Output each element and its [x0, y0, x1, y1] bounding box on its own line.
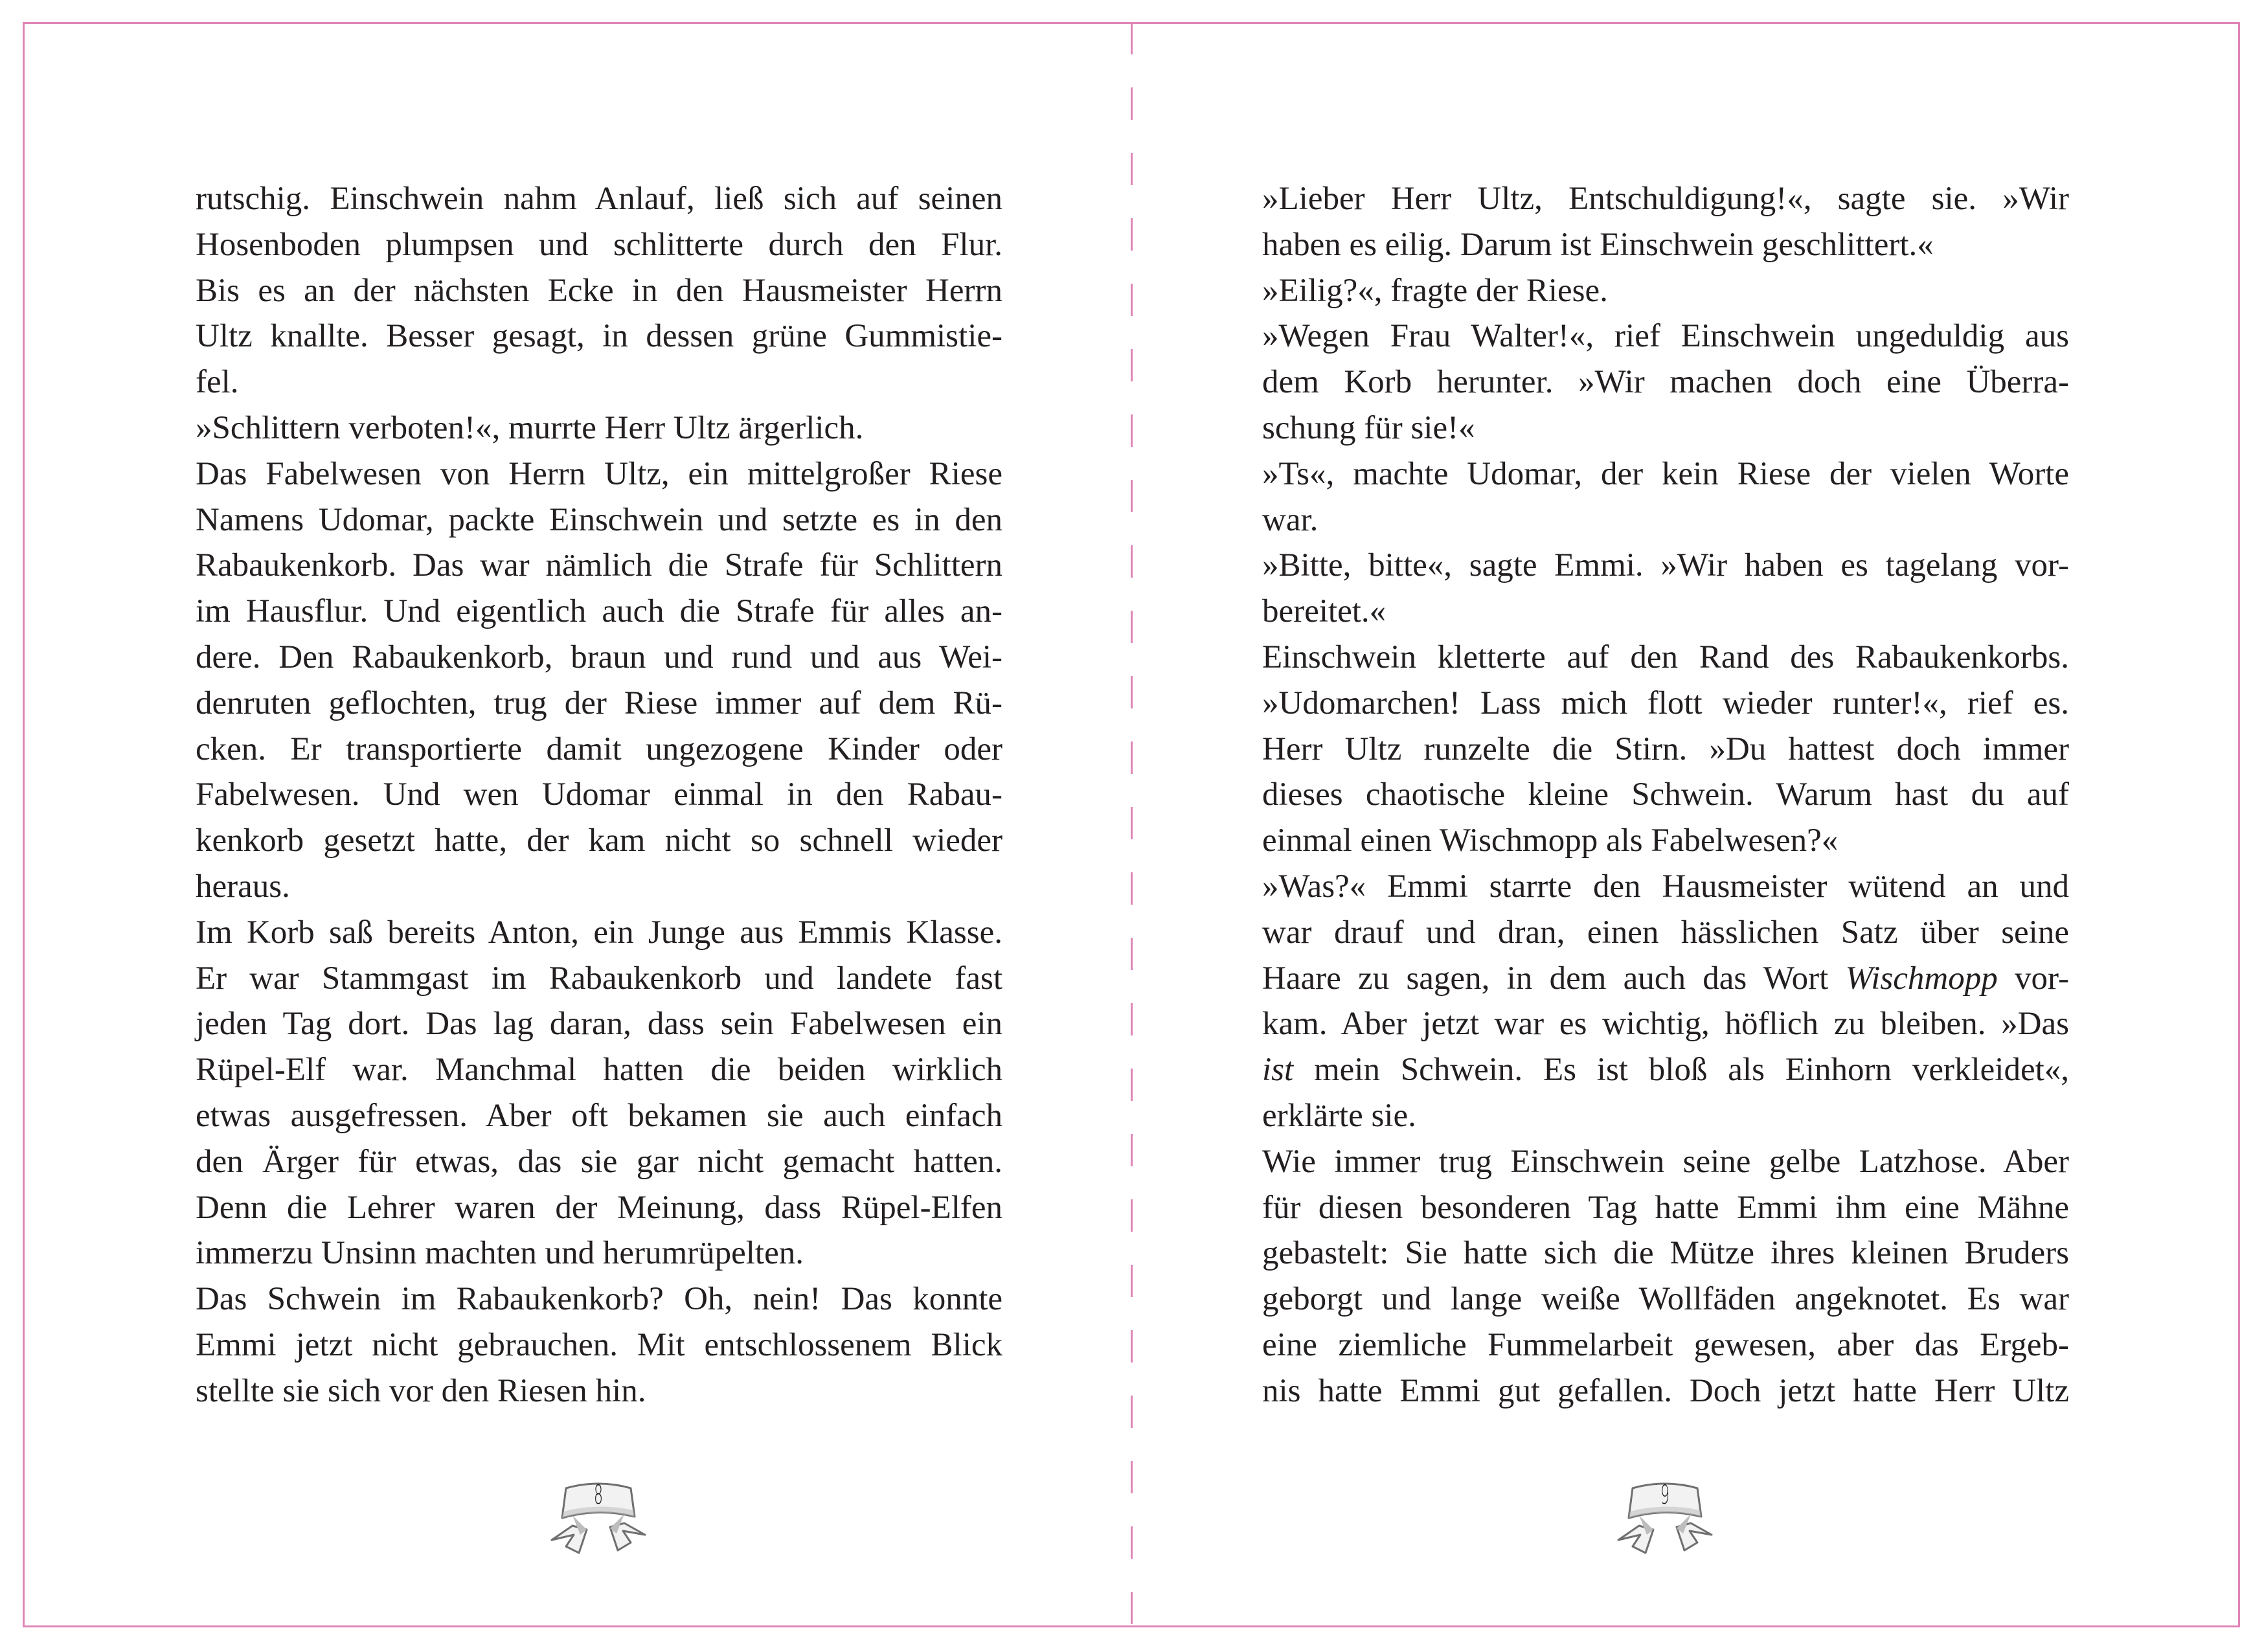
text-segment: Haare zu sagen, in dem auch das Wort: [1262, 960, 1846, 997]
text-line: Namens Udomar, packte Einschwein und setzte es in den: [196, 501, 1002, 538]
text-line: Er war Stammgast im Rabaukenkorb und landete fast: [196, 960, 1002, 997]
text-line: kenkorb gesetzt hatte, der kam nicht so schnell wieder: [196, 822, 1002, 859]
text-line: Hosenboden plumpsen und schlitterte durch den Flur.: [196, 226, 1002, 263]
text-line: immerzu Unsinn machten und herumrüpelten.: [196, 1235, 804, 1272]
text-line: »Eilig?«, fragte der Riese.: [1262, 272, 1608, 309]
text-line: geborgt und lange weiße Wollfäden angeknotet. Es war: [1262, 1281, 2069, 1318]
text-line: Denn die Lehrer waren der Meinung, dass Rüpel-Elfen: [196, 1189, 1002, 1226]
text-line: etwas ausgefressen. Aber oft bekamen sie auch einfach: [196, 1097, 1002, 1134]
text-line: dem Korb herunter. »Wir machen doch eine Überra-: [1262, 364, 2069, 401]
text-line: dere. Den Rabaukenkorb, braun und rund und aus Wei-: [196, 639, 1002, 675]
italic-emphasis: Wischmopp: [1845, 960, 1998, 997]
page-number-left: 8: [593, 1480, 603, 1510]
text-line: dieses chaotische kleine Schwein. Warum hast du auf: [1262, 776, 2069, 813]
text-line: denruten geflochten, trug der Riese immer auf dem Rü-: [196, 685, 1002, 721]
text-line: cken. Er transportierte damit ungezogene Kinder oder: [196, 730, 1002, 767]
text-line: [1262, 956, 2069, 1002]
text-line: »Bitte, bitte«, sagte Emmi. »Wir haben es tagelang vor-: [1262, 547, 2069, 584]
text-line: war.: [1262, 501, 1319, 538]
text-line: Rüpel-Elf war. Manchmal hatten die beiden wirklich: [196, 1052, 1002, 1089]
page-number-banner-right: [1607, 1470, 1723, 1567]
text-line: bereitet.«: [1262, 593, 1387, 630]
text-line: stellte sie sich vor den Riesen hin.: [196, 1372, 646, 1409]
text-line: heraus.: [196, 868, 290, 905]
text-line: für diesen besonderen Tag hatte Emmi ihm eine Mähne: [1262, 1189, 2069, 1226]
text-segment: vor-: [1997, 960, 2069, 997]
text-line: »Ts«, machte Udomar, der kein Riese der vielen Worte: [1262, 455, 2069, 492]
text-line: »Udomarchen! Lass mich flott wieder runter!«, rief es.: [1262, 685, 2069, 721]
text-line: Wie immer trug Einschwein seine gelbe Latzhose. Aber: [1262, 1143, 2069, 1180]
text-line: Einschwein kletterte auf den Rand des Rabaukenkorbs.: [1262, 639, 2069, 675]
text-line: war drauf und dran, einen hässlichen Satz über seine: [1262, 914, 2069, 951]
text-line: einmal einen Wischmopp als Fabelwesen?«: [1262, 822, 1839, 859]
text-line: Fabelwesen. Und wen Udomar einmal in den Rabau-: [196, 776, 1002, 813]
text-line: erklärte sie.: [1262, 1097, 1416, 1134]
right-page-text: [1262, 176, 2069, 1414]
text-line: »Lieber Herr Ultz, Entschuldigung!«, sagte sie. »Wir: [1262, 181, 2069, 217]
italic-emphasis: ist: [1262, 1052, 1294, 1089]
text-line: im Hausflur. Und eigentlich auch die Strafe für alles an-: [196, 593, 1002, 630]
text-line: Emmi jetzt nicht gebrauchen. Mit entschlossenem Blick: [196, 1326, 1002, 1363]
text-line: kam. Aber jetzt war es wichtig, höflich zu bleiben. »Das: [1262, 1006, 2069, 1043]
text-line: den Ärger für etwas, das sie gar nicht gemacht hatten.: [196, 1143, 1002, 1180]
text-line: eine ziemliche Fummelarbeit gewesen, aber das Ergeb-: [1262, 1326, 2069, 1363]
text-line: Rabaukenkorb. Das war nämlich die Strafe für Schlittern: [196, 547, 1002, 584]
text-line: »Wegen Frau Walter!«, rief Einschwein ungeduldig aus: [1262, 318, 2069, 355]
text-line: [1262, 1047, 2069, 1093]
text-line: gebastelt: Sie hatte sich die Mütze ihres kleinen Bruders: [1262, 1235, 2069, 1272]
text-line: Herr Ultz runzelte die Stirn. »Du hattest doch immer: [1262, 730, 2069, 767]
text-line: fel.: [196, 364, 239, 401]
spine-fold-line: [1131, 22, 1133, 1629]
text-line: »Was?« Emmi starrte den Hausmeister wütend an und: [1262, 868, 2069, 905]
text-segment: mein Schwein. Es ist bloß als Einhorn verkleidet«,: [1293, 1052, 2069, 1089]
page-number-banner-left: [540, 1470, 657, 1567]
text-line: Ultz knallte. Besser gesagt, in dessen grüne Gummistie-: [196, 318, 1002, 355]
text-line: rutschig. Einschwein nahm Anlauf, ließ sich auf seinen: [196, 181, 1002, 217]
text-line: Das Fabelwesen von Herrn Ultz, ein mittelgroßer Riese: [196, 455, 1002, 492]
text-line: nis hatte Emmi gut gefallen. Doch jetzt hatte Herr Ultz: [1262, 1372, 2069, 1409]
left-page-text: [196, 176, 1002, 1414]
text-line: schung für sie!«: [1262, 409, 1475, 446]
text-line: jeden Tag dort. Das lag daran, dass sein Fabelwesen ein: [196, 1006, 1002, 1043]
text-line: Im Korb saß bereits Anton, ein Junge aus Emmis Klasse.: [196, 914, 1002, 951]
text-line: haben es eilig. Darum ist Einschwein geschlittert.«: [1262, 226, 1934, 263]
page-number-right: 9: [1660, 1480, 1670, 1510]
text-line: Das Schwein im Rabaukenkorb? Oh, nein! Das konnte: [196, 1281, 1002, 1318]
text-line: »Schlittern verboten!«, murrte Herr Ultz ärgerlich.: [196, 409, 864, 446]
text-line: Bis es an der nächsten Ecke in den Hausmeister Herrn: [196, 272, 1002, 309]
